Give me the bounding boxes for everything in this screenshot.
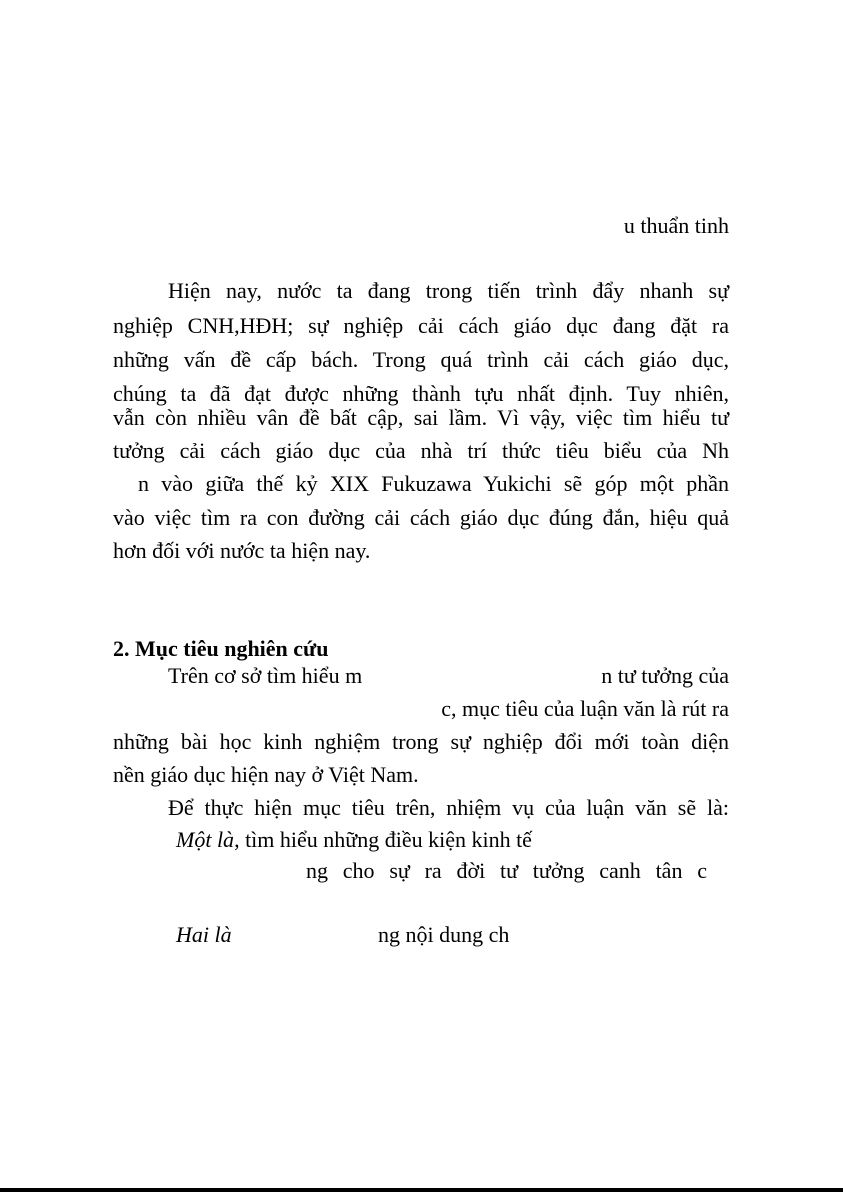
task-1-text: , tìm hiểu những điều kiện kinh tế — [234, 827, 532, 852]
paragraph-line: vẫn còn nhiều vân đề bất cập, sai lầm. Vì vậy, việc tìm hiểu tư — [113, 405, 729, 430]
paragraph-line: hơn đối với nước ta hiện nay. — [113, 538, 371, 563]
section-line: những bài học kinh nghiệm trong sự nghiệp đổi mới toàn diện — [113, 729, 729, 754]
section-line-fragment: n tư tưởng của — [601, 663, 729, 688]
paragraph-line: chúng ta đã đạt được những thành tựu nhất định. Tuy nhiên, — [113, 381, 729, 406]
paragraph-line: tưởng cải cách giáo dục của nhà trí thức tiêu biểu của Nh — [113, 438, 729, 463]
task-2-label: Hai là — [176, 922, 232, 947]
task-2-text: ng nội dung ch — [378, 922, 510, 947]
task-1 — [176, 825, 532, 855]
task-1-label: Một là — [176, 827, 235, 852]
section-line-fragment: Trên cơ sở tìm hiểu m — [168, 663, 363, 688]
bottom-edge-line — [0, 1188, 843, 1192]
paragraph-line: Hiện nay, nước ta đang trong tiến trình đẩy nhanh sự — [168, 278, 729, 303]
section-heading: 2. Mục tiêu nghiên cứu — [113, 636, 329, 661]
task-1-continuation: ng cho sự ra đời tư tưởng canh tân c — [306, 858, 707, 883]
section-line-fragment: c, mục tiêu của luận văn là rút ra — [441, 696, 729, 721]
intro-fragment: u thuẩn tinh — [623, 213, 729, 238]
paragraph-line: n vào giữa thế kỷ XIX Fukuzawa Yukichi sẽ góp một phần — [138, 471, 729, 496]
paragraph-line: những vấn đề cấp bách. Trong quá trình cải cách giáo dục, — [113, 347, 729, 372]
section-line: Để thực hiện mục tiêu trên, nhiệm vụ của luận văn sẽ là: — [168, 795, 729, 820]
section-line: nền giáo dục hiện nay ở Việt Nam. — [113, 762, 419, 787]
paragraph-line: nghiệp CNH,HĐH; sự nghiệp cải cách giáo dục đang đặt ra — [113, 313, 729, 338]
paragraph-line: vào việc tìm ra con đường cải cách giáo dục đúng đắn, hiệu quả — [113, 505, 729, 530]
